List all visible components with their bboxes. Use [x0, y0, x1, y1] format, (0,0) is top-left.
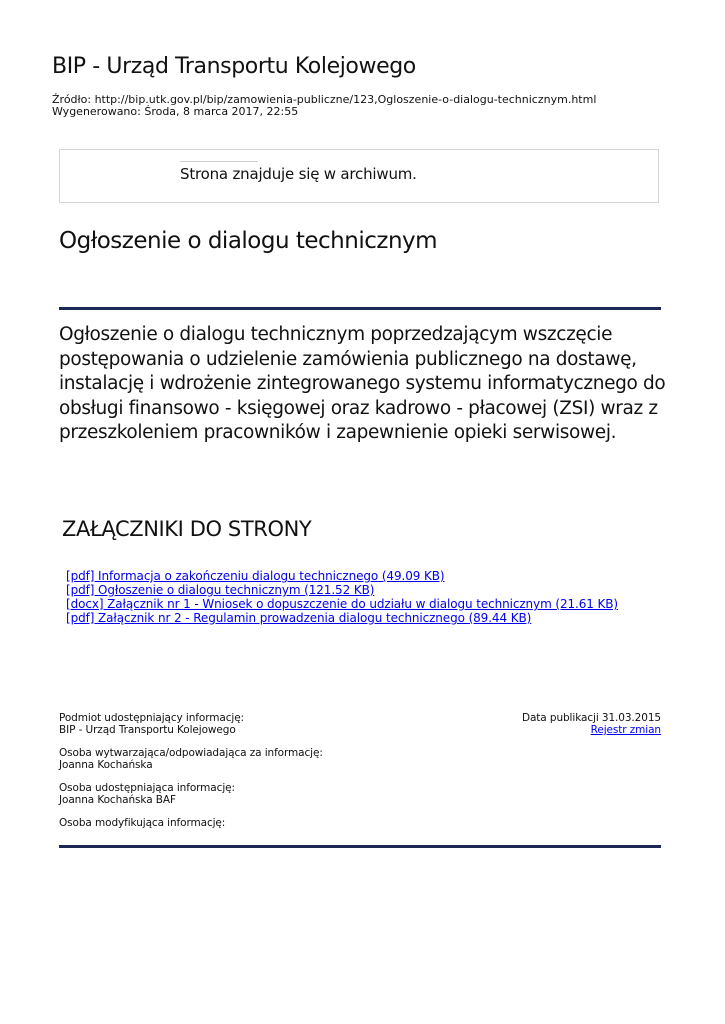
generated-date-line: Wygenerowano: Środa, 8 marca 2017, 22:55 — [52, 105, 299, 118]
content-divider-bottom — [59, 845, 661, 848]
footer-publication — [522, 712, 661, 736]
attachment-link[interactable]: [pdf] Ogłoszenie o dialogu technicznym (121.52 KB) — [66, 583, 375, 597]
provider-value: BIP - Urząd Transportu Kolejowego — [59, 724, 236, 736]
list-item — [66, 583, 618, 597]
page-title: Ogłoszenie o dialogu technicznym — [59, 228, 438, 254]
archive-notice-box — [59, 149, 659, 203]
attachment-link[interactable]: [docx] Załącznik nr 1 - Wniosek o dopuszczenie do udziału w dialogu technicznym (21.61 KB) — [66, 597, 619, 611]
modifier-group — [59, 817, 323, 829]
lead-paragraph: Ogłoszenie o dialogu technicznym poprzedzającym wszczęcie postępowania o udzielenie zamówienia publicznego na dostawę, instalację i wdrożenie zintegrowanego systemu informatycznego do obsługi finansowo - księgowej oraz kadrowo - płacowej (ZSI) wraz z przeszkoleniem pracowników i zapewnienie opieki serwisowej. — [59, 324, 666, 443]
attachment-link[interactable]: [pdf] Załącznik nr 2 - Regulamin prowadzenia dialogu technicznego (89.44 KB) — [66, 611, 532, 625]
footer-info — [59, 712, 323, 840]
attachments-list — [66, 569, 618, 625]
list-item — [66, 569, 618, 583]
publisher-value: Joanna Kochańska BAF — [59, 794, 176, 806]
archive-notice-divider — [180, 161, 258, 162]
publisher-group — [59, 782, 323, 806]
list-item — [66, 611, 618, 625]
site-title: BIP - Urząd Transportu Kolejowego — [52, 54, 416, 79]
attachments-heading: ZAŁĄCZNIKI DO STRONY — [62, 517, 312, 541]
provider-label: Podmiot udostępniający informację: — [59, 712, 244, 724]
document-meta — [52, 94, 596, 118]
author-label: Osoba wytwarzająca/odpowiadająca za informację: — [59, 747, 323, 759]
list-item — [66, 597, 618, 611]
author-value: Joanna Kochańska — [59, 759, 153, 771]
attachment-link[interactable]: [pdf] Informacja o zakończeniu dialogu technicznego (49.09 KB) — [66, 569, 445, 583]
archive-notice-text: Strona znajduje się w archiwum. — [180, 165, 417, 183]
provider-group — [59, 712, 323, 736]
content-divider-top — [59, 307, 661, 310]
source-url-line: Źródło: http://bip.utk.gov.pl/bip/zamowienia-publiczne/123,Ogloszenie-o-dialogu-technicznym.html — [52, 93, 597, 106]
modifier-label: Osoba modyfikująca informację: — [59, 817, 226, 829]
author-group — [59, 747, 323, 771]
changelog-link[interactable]: Rejestr zmian — [590, 724, 661, 736]
publication-date: Data publikacji 31.03.2015 — [521, 712, 661, 724]
publisher-label: Osoba udostępniająca informację: — [59, 782, 235, 794]
